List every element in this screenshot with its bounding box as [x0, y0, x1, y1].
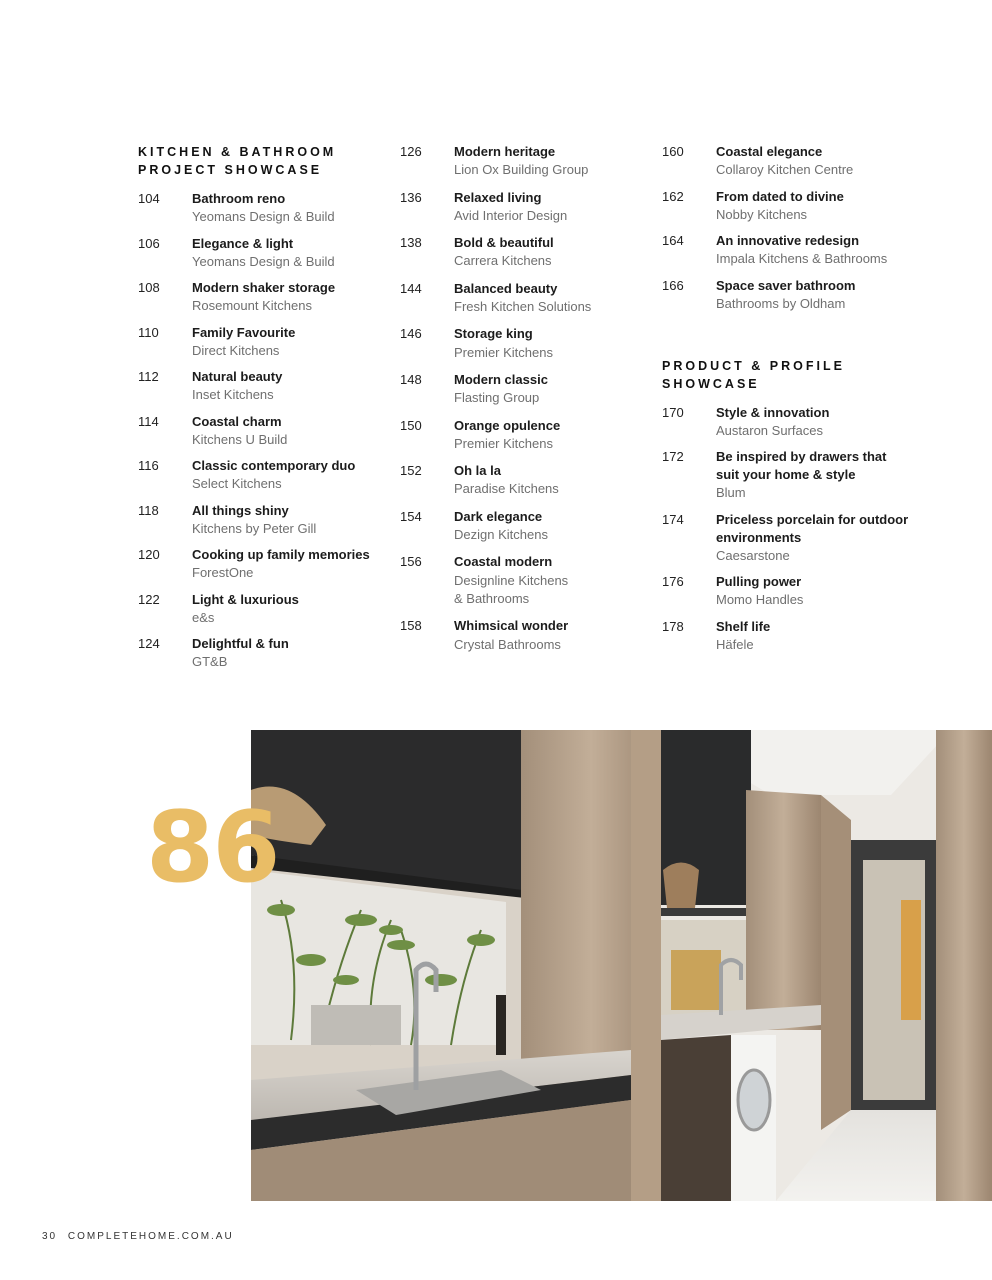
kitchen-section-heading: KITCHEN & BATHROOM PROJECT SHOWCASE — [138, 145, 337, 177]
entry-title: An innovative redesign — [716, 233, 860, 248]
entry-title: Oh la la — [454, 463, 501, 479]
entry-title: Pulling power — [716, 574, 802, 589]
page-number: 106 — [138, 235, 160, 251]
entry-company: Crystal Bathrooms — [454, 636, 561, 652]
page-number: 124 — [138, 636, 160, 651]
entry-company: Premier Kitchens — [454, 435, 553, 451]
page-number: 110 — [138, 324, 159, 340]
entry-title: Bold & beautiful — [454, 235, 554, 251]
entry-company: Direct Kitchens — [192, 342, 280, 358]
footer-site: COMPLETEHOME.COM.AU — [67, 1231, 234, 1242]
page-number: 178 — [662, 618, 684, 634]
toc-entry[interactable] — [400, 280, 650, 317]
entry-title: Whimsical wonder — [454, 618, 569, 634]
toc-entry[interactable] — [400, 189, 650, 226]
toc-column-3 — [662, 143, 912, 662]
page-number: 152 — [400, 463, 422, 479]
toc-entry[interactable] — [400, 553, 650, 608]
page-number: 162 — [662, 188, 684, 204]
toc-entry[interactable] — [138, 279, 388, 315]
entry-title-line2: suit your home & style — [716, 467, 856, 482]
entry-title: Elegance & light — [192, 235, 294, 251]
entry-title: Light & luxurious — [192, 591, 299, 607]
toc-entry[interactable] — [662, 448, 912, 502]
entry-title: Modern shaker storage — [192, 280, 336, 295]
entry-title: From dated to divine — [716, 188, 844, 204]
entry-company: Blum — [716, 485, 746, 500]
entry-company: ForestOne — [192, 565, 254, 580]
entry-title: Space saver bathroom — [716, 277, 856, 293]
entry-company: Select Kitchens — [192, 476, 282, 491]
entry-company: Paradise Kitchens — [454, 481, 559, 497]
entry-company: Impala Kitchens & Bathrooms — [716, 251, 888, 266]
toc-entry[interactable] — [138, 546, 388, 582]
entry-company: Momo Handles — [716, 592, 804, 607]
entry-title: Storage king — [454, 326, 533, 342]
entry-company: Avid Interior Design — [454, 207, 568, 223]
toc-entry[interactable] — [662, 232, 912, 268]
footer-page-number: 30 — [42, 1231, 58, 1242]
page-number: 108 — [138, 280, 160, 295]
entry-title: Natural beauty — [192, 369, 283, 384]
toc-entry[interactable] — [138, 635, 388, 671]
entry-title: Classic contemporary duo — [192, 458, 356, 473]
page-number: 114 — [138, 413, 159, 429]
page-number: 120 — [138, 547, 160, 562]
page-footer — [42, 1231, 240, 1242]
toc-entry[interactable] — [138, 324, 388, 360]
page-number: 122 — [138, 591, 160, 607]
page-number: 176 — [662, 574, 684, 589]
entry-company: Designline Kitchens — [454, 572, 569, 588]
entry-company: Austaron Surfaces — [716, 422, 823, 438]
kitchen-laundry-photo — [251, 730, 992, 1201]
entry-company: Kitchens by Peter Gill — [192, 520, 317, 536]
entry-company: Collaroy Kitchen Centre — [716, 162, 854, 177]
toc-column-2 — [400, 143, 650, 663]
toc-entry[interactable] — [400, 234, 650, 271]
toc-entry[interactable] — [138, 457, 388, 493]
page-number: 136 — [400, 189, 422, 205]
toc-entry[interactable] — [662, 143, 912, 179]
toc-entry[interactable] — [400, 325, 650, 362]
entry-company: Bathrooms by Oldham — [716, 295, 846, 311]
toc-entry[interactable] — [662, 511, 912, 565]
entry-title: Delightful & fun — [192, 636, 289, 651]
page-number: 174 — [662, 511, 684, 527]
entry-title: Modern classic — [454, 371, 548, 387]
entry-company: Caesarstone — [716, 547, 790, 563]
toc-entry[interactable] — [662, 618, 912, 654]
entry-company: Flasting Group — [454, 390, 540, 406]
entry-company: Kitchens U Build — [192, 431, 288, 447]
entry-title: All things shiny — [192, 502, 289, 518]
toc-entry[interactable] — [662, 277, 912, 313]
page-number: 116 — [138, 458, 159, 473]
page-number: 112 — [138, 369, 159, 384]
entry-title: Shelf life — [716, 618, 771, 634]
toc-entry[interactable] — [662, 188, 912, 224]
entry-title: Be inspired by drawers that — [716, 449, 887, 464]
entry-title: Cooking up family memories — [192, 547, 370, 562]
toc-entry[interactable] — [400, 417, 650, 454]
entry-title: Coastal elegance — [716, 144, 823, 159]
entry-title: Modern heritage — [454, 144, 556, 159]
page-number: 150 — [400, 417, 422, 433]
page-number: 164 — [662, 233, 684, 248]
entry-title: Coastal charm — [192, 413, 282, 429]
entry-company: Nobby Kitchens — [716, 206, 808, 222]
entry-company: Inset Kitchens — [192, 387, 274, 402]
page-number: 126 — [400, 144, 422, 159]
page-number: 148 — [400, 371, 422, 387]
entry-company: Yeomans Design & Build — [192, 253, 335, 269]
toc-entry[interactable] — [138, 413, 388, 449]
page-number: 156 — [400, 554, 422, 570]
page-number: 138 — [400, 235, 422, 251]
entry-company: Fresh Kitchen Solutions — [454, 299, 592, 315]
toc-column-1 — [138, 143, 388, 680]
toc-entry[interactable] — [400, 143, 650, 180]
page-number: 104 — [138, 191, 160, 206]
toc-entry[interactable] — [400, 617, 650, 654]
entry-title: Priceless porcelain for outdoor — [716, 511, 909, 527]
page-number: 170 — [662, 404, 684, 420]
page-number: 118 — [138, 502, 159, 518]
entry-title: Coastal modern — [454, 554, 553, 570]
toc-entry[interactable] — [400, 508, 650, 545]
product-section-heading: PRODUCT & PROFILE SHOWCASE — [662, 358, 845, 391]
page-number: 146 — [400, 326, 422, 342]
page-number: 154 — [400, 508, 422, 524]
entry-company: Häfele — [716, 636, 754, 652]
entry-company: Yeomans Design & Build — [192, 209, 335, 224]
kitchen-laundry-illustration — [251, 730, 992, 1201]
entry-company: Carrera Kitchens — [454, 253, 552, 269]
entry-title: Family Favourite — [192, 324, 296, 340]
page-number: 158 — [400, 618, 422, 634]
toc-entry[interactable] — [138, 368, 388, 404]
entry-title: Relaxed living — [454, 189, 542, 205]
page-number: 160 — [662, 144, 684, 159]
entry-title: Bathroom reno — [192, 191, 286, 206]
toc-entry[interactable] — [662, 573, 912, 609]
page-number: 172 — [662, 449, 684, 464]
entry-company-line2: & Bathrooms — [454, 590, 530, 606]
toc-entry[interactable] — [138, 190, 388, 226]
page-number: 144 — [400, 280, 422, 296]
entry-title-line2: environments — [716, 529, 802, 545]
entry-company: Premier Kitchens — [454, 344, 553, 360]
entry-title: Balanced beauty — [454, 280, 558, 296]
toc-entry[interactable] — [662, 404, 912, 440]
entry-company: Lion Ox Building Group — [454, 162, 589, 178]
toc-entry[interactable] — [138, 502, 388, 538]
page-number: 166 — [662, 277, 684, 293]
entry-company: Dezign Kitchens — [454, 527, 548, 543]
toc-entry[interactable] — [400, 371, 650, 408]
entry-company: Rosemount Kitchens — [192, 298, 312, 313]
entry-title: Orange opulence — [454, 417, 561, 433]
entry-title: Style & innovation — [716, 404, 830, 420]
feature-page-number: 86 — [146, 791, 279, 905]
toc-entry[interactable] — [138, 591, 388, 627]
entry-title: Dark elegance — [454, 508, 543, 524]
toc-entry[interactable] — [138, 235, 388, 271]
toc-entry[interactable] — [400, 462, 650, 499]
entry-company: e&s — [192, 609, 215, 625]
entry-company: GT&B — [192, 654, 228, 669]
